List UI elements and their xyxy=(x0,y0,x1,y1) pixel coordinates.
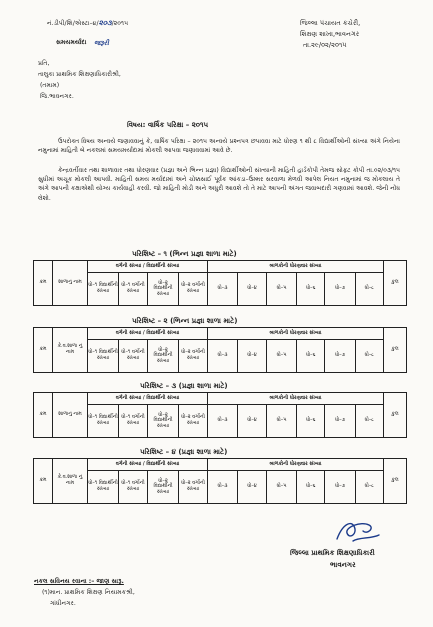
recipient-salutation: પ્રતિ, xyxy=(38,60,50,67)
grade-header: ધો–૩ xyxy=(208,340,238,373)
sub-header-d: ધો–૨ વર્ગોની સંખ્યા xyxy=(179,405,208,438)
class-group-header: વર્ગની સંખ્યા / વિદ્યાર્થીની સંખ્યા xyxy=(88,261,208,273)
grade-header: ધો–૪ xyxy=(237,273,266,306)
reference-number: નં.ડીપી/શિ/એસ્ટા–૪/૨૦૩/૨૦૧૫ xyxy=(47,18,129,27)
grade-group-header: બાળકોની ધોરણવાર સંખ્યા xyxy=(208,459,384,471)
sub-header-c: ધો–૨ વિદ્યાર્થીની સંખ્યા xyxy=(148,273,179,306)
recipient-district: જિ.ભાવનગર. xyxy=(40,93,74,100)
grade-header: ધો–૪ xyxy=(237,471,266,504)
grade-header: ધો–૮ xyxy=(355,340,383,373)
table-4 xyxy=(33,458,407,504)
grade-header: ધો–૮ xyxy=(355,471,383,504)
grade-header: ધો–૬ xyxy=(296,273,324,306)
grade-header: ધો–૭ xyxy=(325,471,355,504)
total-header: કુલ xyxy=(384,328,407,373)
serial-header: ક્રમ xyxy=(34,459,53,504)
grade-header: ધો–૮ xyxy=(355,273,383,306)
sub-header-d: ધો–૨ વર્ગોની સંખ્યા xyxy=(179,471,208,504)
total-header: કુલ xyxy=(384,459,407,504)
recipient-scope: (તમામ) xyxy=(40,82,60,89)
table-1 xyxy=(33,260,407,306)
sub-header-a: ધો–૧ વિદ્યાર્થીની સંખ્યા xyxy=(88,340,119,373)
sub-header-b: ધો–૧ વર્ગોની સંખ્યા xyxy=(119,273,148,306)
class-group-header: વર્ગની સંખ્યા / વિદ્યાર્થીની સંખ્યા xyxy=(88,328,208,340)
grade-header: ધો–૩ xyxy=(208,471,238,504)
school-name-header: કે.વ.શાળા નું નામ xyxy=(53,328,88,373)
grade-header: ધો–૪ xyxy=(237,340,266,373)
serial-header: ક્રમ xyxy=(34,328,53,373)
sub-header-c: ધો–૨ વિદ્યાર્થીની સંખ્યા xyxy=(148,405,179,438)
class-group-header: વર્ગની સંખ્યા / વિદ્યાર્થીની સંખ્યા xyxy=(88,393,208,405)
signature-mark xyxy=(333,517,383,545)
sub-header-c: ધો–૨ વિદ્યાર્થીની સંખ્યા xyxy=(148,340,179,373)
office-department: શિક્ષણ શાખા,ભાવનગર xyxy=(300,30,360,38)
grade-header: ધો–૮ xyxy=(355,405,383,438)
copy-to-recipient: (૧)માન. પ્રાથમિક શિક્ષણ નિયામકશ્રી, xyxy=(42,589,135,596)
grade-header: ધો–૫ xyxy=(267,273,297,306)
sub-header-a: ધો–૧ વિદ્યાર્થીની સંખ્યા xyxy=(88,273,119,306)
table-2 xyxy=(33,327,407,373)
signatory-title: જિલ્લા પ્રાથમિક શિક્ષણાધિકારી xyxy=(290,549,375,557)
grade-header: ધો–૬ xyxy=(296,471,324,504)
sub-header-a: ધો–૧ વિદ્યાર્થીની સંખ્યા xyxy=(88,405,119,438)
table-2-title: પરિશિષ્ટ – ૨ (ભિન્ન પ્રજ્ઞા શાળા માટે) xyxy=(132,317,238,325)
serial-header: ક્રમ xyxy=(34,393,53,438)
sub-header-d: ધો–૨ વર્ગોની સંખ્યા xyxy=(179,340,208,373)
grade-group-header: બાળકોની ધોરણવાર સંખ્યા xyxy=(208,261,384,273)
subject-line: વિષય: વાર્ષિક પરિક્ષા – ૨૦૧૫ xyxy=(127,121,209,129)
sub-header-b: ધો–૧ વર્ગોની સંખ્યા xyxy=(119,405,148,438)
grade-group-header: બાળકોની ધોરણવાર સંખ્યા xyxy=(208,328,384,340)
school-name-header: શાળાનું નામ xyxy=(53,261,88,306)
grade-header: ધો–૬ xyxy=(296,340,324,373)
deadline-handwritten: જરૂરી xyxy=(94,39,109,47)
grade-header: ધો–૪ xyxy=(237,405,266,438)
sub-header-b: ધો–૧ વર્ગોની સંખ્યા xyxy=(119,471,148,504)
table-3 xyxy=(33,392,407,438)
sub-header-d: ધો–૨ વર્ગોની સંખ્યા xyxy=(179,273,208,306)
copy-to-location: ગાંધીનગર. xyxy=(50,600,76,607)
school-name-header: કે.વ.શાળા નું નામ xyxy=(53,459,88,504)
sub-header-b: ધો–૧ વર્ગોની સંખ્યા xyxy=(119,340,148,373)
total-header: કુલ xyxy=(384,393,407,438)
recipient-title: તાલુકા પ્રાથમિક શિક્ષણાધિકારીશ્રી, xyxy=(38,71,121,78)
sub-header-a: ધો–૧ વિદ્યાર્થીની સંખ્યા xyxy=(88,471,119,504)
table-3-title: પરિશિષ્ટ – ૩ (પ્રજ્ઞા શાળા માટે) xyxy=(140,382,228,390)
deadline-label: સમયમર્યાદા xyxy=(56,39,87,46)
grade-header: ધો–૭ xyxy=(325,340,355,373)
serial-header: ક્રમ xyxy=(34,261,53,306)
class-group-header: વર્ગની સંખ્યા / વિદ્યાર્થીની સંખ્યા xyxy=(88,459,208,471)
copy-to-heading: નકલ સવિનય રવાના :– જાણ સારૂ. xyxy=(34,578,124,585)
grade-header: ધો–૫ xyxy=(267,471,297,504)
total-header: કુલ xyxy=(384,261,407,306)
letter-date: તા.૨૯/૦૨/૨૦૧૫ xyxy=(303,41,347,49)
reference-handwritten: ૨૦૩ xyxy=(98,18,112,27)
grade-header: ધો–૬ xyxy=(296,405,324,438)
grade-header: ધો–૫ xyxy=(267,340,297,373)
grade-header: ધો–૩ xyxy=(208,273,238,306)
grade-header: ધો–૩ xyxy=(208,405,238,438)
grade-group-header: બાળકોની ધોરણવાર સંખ્યા xyxy=(208,393,384,405)
table-4-title: પરિશિષ્ટ – ૪ (પ્રજ્ઞા શાળા માટે) xyxy=(140,448,228,456)
body-paragraph-2: કેન્દ્રવર્તીવાર તથા શાળાવાર તથા ધોરણવાર (પ્રજ્ઞા અને ભિન્ન પ્રજ્ઞા) વિદ્યાર્થીઓની સંખ્યાની માહિતી હાર્ડકોપી તેમજ સોફટ કોપી તા.૦૨/૦૩/૧૫ સુધીમાં અચૂક મોકલી આપવી. માહિતી સમય મર્યાદામાં અને ચોક્કસાઈ પૂર્વક આંકડા–ઉમ્મર સરવાળા મેળવી આપેલ નિયત નમુનામાં જ મોકલાય તે અંગે આપની કક્ષાએથી યોગ્ય કાર્યવાહી કરવી. જો માહિતી મોડી અને અધુરી આવશે તો તે માટે આપની અંગત જવાબદારી ગણવામાં આવશે. જેની નોંધ લેશો. xyxy=(38,167,400,202)
school-name-header: શાળાનું નામ xyxy=(53,393,88,438)
office-name: જિલ્લા પંચાયત કચેરી, xyxy=(300,19,361,27)
sub-header-c: ધો–૨ વિદ્યાર્થીની સંખ્યા xyxy=(148,471,179,504)
signatory-location: ભાવનગર xyxy=(330,561,356,569)
grade-header: ધો–૫ xyxy=(267,405,297,438)
table-1-title: પરિશિષ્ટ – ૧ (ભિન્ન પ્રજ્ઞા શાળા માટે) xyxy=(132,250,237,258)
grade-header: ધો–૭ xyxy=(325,273,355,306)
grade-header: ધો–૭ xyxy=(325,405,355,438)
body-paragraph-1: ઉપરોક્ત વિષય અન્વયે જણાવવાનું કે, વાર્ષિક પરિક્ષા – ૨૦૧૫ અન્વયે પ્રશ્નપત્ર છપાવવા માટે ધોરણ ૧ થી ૮ વિદ્યાર્થીઓની સંખ્યા અંગે નિયેના નમુનામાં માહિતી બે નકલમાં સમયમર્યાદામાં મોકલી આપવા જણાવવામાં આવે છે. xyxy=(38,138,400,155)
